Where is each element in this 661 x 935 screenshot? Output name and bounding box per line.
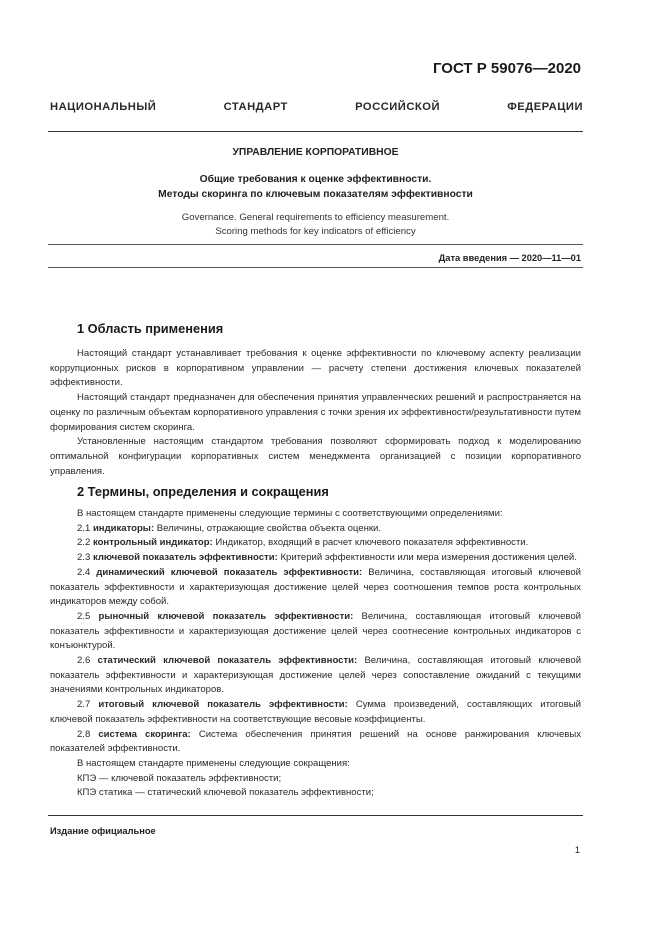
section-heading: 1 Область применения	[77, 321, 224, 336]
term-number: 2.5	[77, 610, 91, 622]
section-heading: 2 Термины, определения и сокращения	[77, 484, 329, 499]
section-scope	[50, 321, 581, 479]
term-name: динамический ключевой показатель эффективности:	[96, 566, 363, 578]
term-name: ключевой показатель эффективности:	[92, 552, 278, 564]
date-divider	[48, 267, 583, 268]
term-name: система скоринга:	[98, 728, 191, 740]
english-title	[48, 211, 583, 239]
term-name: рыночный ключевой показатель эффективности:	[98, 610, 354, 622]
standard-type-banner: НАЦИОНАЛЬНЫЙ СТАНДАРТ РОССИЙСКОЙ ФЕДЕРАЦИИ	[50, 101, 583, 113]
term-entry	[50, 522, 581, 537]
term-number: 2.4	[77, 566, 91, 578]
term-number: 2.2	[77, 537, 91, 549]
term-definition: Величина, составляющая итоговый ключевой показатель эффективности и характеризующая достижение целей через сопоставление ожиданий с текущими значениями контрольных индикаторов.	[50, 655, 582, 696]
term-entry	[50, 536, 581, 551]
section-terms	[50, 484, 581, 801]
paragraph: Установленные настоящим стандартом требования позволяют сформировать подход к моделированию оптимальной конфигурации корпоративных систем менеджмента организацией с позиции корпоративного управления.	[50, 436, 581, 477]
term-definition: Критерий эффективности или мера измерения достижения целей.	[280, 552, 577, 564]
english-title-line-1: Governance. General requirements to efficiency measurement.	[181, 212, 450, 223]
english-title-line-2: Scoring methods for key indicators of efficiency	[215, 226, 416, 237]
terms-intro: В настоящем стандарте применены следующие термины с соответствующими определениями:	[77, 508, 503, 519]
term-entry	[50, 566, 581, 610]
term-name: итоговый ключевой показатель эффективности:	[98, 699, 348, 711]
abbreviations-intro: В настоящем стандарте применены следующие сокращения:	[77, 757, 350, 769]
term-name: индикаторы:	[92, 522, 155, 534]
abbreviation-entry: КПЭ — ключевой показатель эффективности;	[77, 772, 282, 784]
paragraph: Настоящий стандарт предназначен для обеспечения принятия управленческих решений и распространяется на оценку по различным объектам корпоративного управления с точки зрения их эффективности/результативности путем формирования систем скоринга.	[50, 392, 581, 433]
title-divider	[48, 244, 583, 245]
introduction-date: Дата введения — 2020—11—01	[438, 253, 581, 263]
term-definition: Величина, составляющая итоговый ключевой показатель эффективности и характеризующая достижение целей через соотношения темпов роста контрольных индикаторов между собой.	[50, 566, 582, 608]
term-definition: Индикатор, входящий в расчет ключевого показателя эффективности.	[215, 537, 529, 549]
header-divider	[48, 131, 583, 132]
document-title: УПРАВЛЕНИЕ КОРПОРАТИВНОЕ	[232, 147, 399, 158]
term-definition: Система обеспечения принятия решений на основе ранжирования ключевых показателей эффективности.	[50, 728, 581, 755]
subtitle-line-2: Методы скоринга по ключевым показателям эффективности	[158, 189, 473, 200]
term-name: статический ключевой показатель эффективности:	[97, 655, 358, 667]
standard-number: ГОСТ Р 59076—2020	[432, 60, 581, 77]
official-edition-label: Издание официальное	[50, 826, 156, 836]
term-entry	[50, 551, 581, 566]
term-number: 2.7	[77, 699, 91, 711]
footer-divider	[48, 815, 583, 816]
term-number: 2.1	[77, 522, 91, 534]
document-subtitle	[48, 172, 583, 202]
term-definition: Величина, составляющая итоговый ключевой показатель эффективности и характеризующая достижение целей через соотнесение контрольных индикаторов с конъюнктурой.	[50, 610, 581, 652]
term-definition: Величины, отражающие свойства объекта оценки.	[156, 522, 382, 534]
term-number: 2.8	[77, 728, 91, 740]
abbreviation-entry: КПЭ статика — статический ключевой показатель эффективности;	[77, 787, 374, 799]
page-number: 1	[574, 845, 580, 855]
subtitle-line-1: Общие требования к оценке эффективности.	[199, 174, 432, 185]
term-entry	[50, 698, 581, 727]
term-definition: Сумма произведений, составляющих итоговый ключевой показатель эффективности на соответствующие весовые коэффициенты.	[50, 699, 582, 725]
term-entry	[50, 654, 581, 698]
term-number: 2.6	[77, 655, 91, 667]
term-entry	[50, 610, 581, 654]
term-name: контрольный индикатор:	[92, 537, 213, 549]
term-number: 2.3	[77, 552, 91, 564]
term-entry	[50, 728, 581, 757]
paragraph: Настоящий стандарт устанавливает требования к оценке эффективности по ключевому аспекту реализации коррупционных рисков в корпоративном управлении — расчету степени достижения ключевых показателей эффективности.	[50, 348, 581, 389]
